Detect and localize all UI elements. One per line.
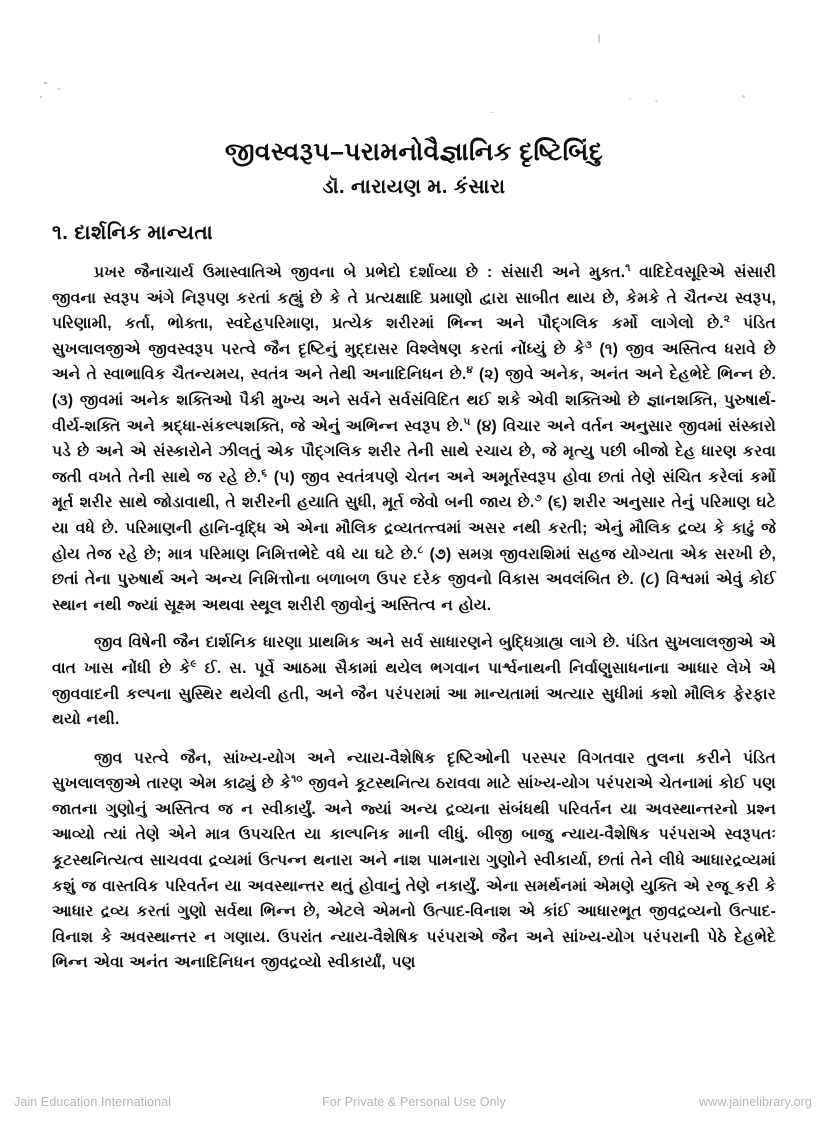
paragraph-text: (૫) જીવ સ્વતંત્રપણે ચેતન અને અમૂર્તસ્વરૂપ હોવા છતાં તેણે સંચિત કરેલાં કર્મો મૂર્ત શરીર સાથે જોડાવાથી, તે શરીરની હયાતિ સુધી, મૂર્ત જેવો બની જાય છે. <box>52 468 776 512</box>
author-name: ડૉ. નારાયણ મ. કંસારા <box>322 176 506 198</box>
footnote-marker-9: ૯ <box>190 658 197 670</box>
page-content <box>52 0 776 976</box>
paragraph-1 <box>52 245 776 618</box>
footnote-marker-5: ૫ <box>463 416 471 428</box>
footnote-marker-6: ૬ <box>261 467 268 479</box>
paragraph-text: પ્રખર જૈનાચાર્ય ઉમાસ્વાતિએ જીવના બે પ્રભેદો દર્શાવ્યા છે : સંસારી અને મુક્ત. <box>94 264 626 281</box>
footnote-marker-3: ૩ <box>584 339 592 351</box>
footnote-marker-4: ૪ <box>466 365 473 377</box>
footnote-marker-10: ૧૦ <box>291 774 303 786</box>
footer-website-url[interactable]: www.jainelibrary.org <box>699 1095 812 1109</box>
footer-usage-notice: For Private & Personal Use Only <box>322 1095 506 1109</box>
paragraph-text: (૬) શરીર અનુસાર તેનું પરિમાણ ઘટે યા વધે છે. પરિમાણની હાનિ-વૃદ્ધિ એ એના મૌલિક દ્રવ્યતત્ત્વમાં અસર નથી કરતી; એનું મૌલિક દ્રવ્ય કે કાઢું જે હોય તેજ રહે છે; માત્ર પરિમાણ નિમિત્તભેદે વધે યા ઘટે છે. <box>52 494 776 563</box>
paragraph-text: જીવ પરત્વે જૈન, સાંખ્ય-યોગ અને ન્યાય-વૈશેષિક દૃષ્ટિઓની પરસ્પર વિગતવાર તુલના કરીને પંડિત સુખલાલજીએ તારણ એમ કાઢ્યું છે કે <box>52 749 776 793</box>
paragraph-text: જીવને કૂટસ્થનિત્ય ઠરાવવા માટે સાંખ્ય-યોગ પરંપરાએ ચેતનામાં કોઈ પણ જાતના ગુણોનું અસ્તિત્વ જ ન સ્વીકાર્યું. અને જ્યાં અન્ય દ્રવ્યના સંબંધથી પરિવર્તન યા અવસ્થાન્તરનો પ્રશ્ન આવ્યો ત્યાં તેણે એને માત્ર ઉપચરિત યા કાલ્પનિક માની લીધું. બીજી બાજુ ન્યાય-વૈશેષિક પરંપરાએ સ્વરૂપતઃ કૂટસ્થનિત્યત્વ સાચવવા દ્રવ્યમાં ઉત્પન્ન થનારા અને નાશ પામનારા ગુણોને સ્વીકાર્યા, છતાં તેને લીધે આધારદ્રવ્યમાં કશું જ વાસ્તવિક પરિવર્તન યા અવસ્થાન્તર થતું હોવાનું તેણે નકાર્યું. એના સમર્થનમાં એમણે યુક્તિ એ રજૂ કરી કે આધાર દ્રવ્ય કરતાં ગુણો સર્વથા ભિન્ન છે, એટલે એમનો ઉત્પાદ-વિનાશ એ કાંઈ આધારભૂત જીવદ્રવ્યનો ઉત્પાદ-વિનાશ કે અવસ્થાન્તર ન ગણાય. ઉપરાંત ન્યાય-વૈશેષિક પરંપરાએ જૈન અને સાંખ્ય-યોગ પરંપરાની પેઠે દેહભેદે ભિન્ન એવા અનંત અનાદિનિધન જીવદ્રવ્યો સ્વીકાર્યાં, પણ <box>52 775 776 972</box>
paragraph-2 <box>52 618 776 732</box>
paragraph-text: પંડિત સુખલાલજીએ જીવસ્વરૂપ પરત્વે જૈન દૃષ્ટિનું મુદ્દાસર વિશ્લેષણ કરતાં નોંધ્યું છે કે <box>52 315 776 358</box>
paragraph-3 <box>52 733 776 976</box>
paragraph-text: ઈ. સ. પૂર્વે આઠમા સૈકામાં થયેલ ભગવાન પાર્શ્વનાથની નિર્વાણુસાધનાના આધાર લેખે એ જીવવાદની કલ્પના સુસ્થિર થયેલી હતી, અને જૈન પરંપરામાં આ માન્યતામાં અત્યાર સુધીમાં કશો મૌલિક ફેરફાર થયો નથી. <box>52 659 777 729</box>
scan-speckle <box>40 96 42 98</box>
page-footer <box>0 1093 828 1111</box>
footer-organization: Jain Education International <box>14 1095 172 1109</box>
footnote-marker-2: ૨ <box>723 314 730 325</box>
footnote-marker-8: ૮ <box>417 544 424 556</box>
scan-speckle <box>44 82 47 84</box>
paragraph-text: (૨) જીવે અનેક, અનંત અને દેહભેદે ભિન્ન છે. (૩) જીવમાં અનેક શક્તિઓ પૈકી મુખ્ય અને સર્વને સર્વસંવિદિત થઈ શકે એવી શક્તિઓ છે જ્ઞાનશક્તિ, પુરુષાર્થ-વીર્ય-શક્તિ અને શ્રદ્ધા-સંકલ્પશક્તિ, જે એનું અભિન્ન સ્વરૂપ છે. <box>52 366 776 435</box>
paragraph-text: (૧) જીવ અસ્તિત્વ ધરાવે છે અને તે સ્વાભાવિક ચૈતન્યમય, સ્વતંત્ર અને તેથી અનાદિનિધન છે. <box>52 340 776 384</box>
paragraph-text: (૪) વિચાર અને વર્તન અનુસાર જીવમાં સંસ્કારો પડે છે અને એ સંસ્કારોને ઝીલતું એક પૌદ્ગલિક શરીર તેની સાથે રચાય છે, જે મૃત્યુ પછી બીજો દેહ ધારણ કરવા જતી વખતે તેની સાથે જ રહે છે. <box>52 417 776 486</box>
footnote-marker-7: ૭ <box>534 493 542 505</box>
page-title: જીવસ્વરૂપ–પરામનોવૈજ્ઞાનિક દૃષ્ટિબિંદુ <box>224 138 604 166</box>
paragraph-text: (૭) સમગ્ર જીવરાશિમાં સહજ યોગ્યતા એક સરખી છે, છતાં તેના પુરુષાર્થ અને અન્ય નિમિત્તોના બળાબળ ઉપર દરેક જીવનો વિકાસ અવલંબિત છે. (૮) વિશ્વમાં એવું કોઈ સ્થાન નથી જ્યાં સૂક્ષ્મ અથવા સ્થૂલ શરીરી જીવોનું અસ્તિત્વ ન હોય. <box>52 545 776 614</box>
footnote-marker-1: ૧ <box>625 262 631 274</box>
paragraph-text: જીવ વિષેની જૈન દાર્શનિક ધારણા પ્રાથમિક અને સર્વ સાધારણને બુદ્ધિગ્રાહ્ય લાગે છે. પંડિત સુખલાલજીએ એ વાત ખાસ નોંધી છે કે <box>52 634 776 677</box>
paragraph-text: વાદિદેવસૂરિએ સંસારી જીવના સ્વરૂપ અંગે નિરૂપણ કરતાં કહ્યું છે કે તે પ્રત્યક્ષાદિ પ્રમાણો દ્વારા સાબીત થાય છે, કેમકે તે ચૈતન્ય સ્વરૂપ, પરિણામી, કર્તા, ભોક્તા, સ્વદેહપરિમાણ, પ્રત્યેક શરીરમાં ભિન્ન અને પૌદ્ગલિક કર્મો લાગેલો છે. <box>52 264 776 333</box>
section-heading: ૧. દાર્શનિક માન્યતા <box>52 222 214 244</box>
